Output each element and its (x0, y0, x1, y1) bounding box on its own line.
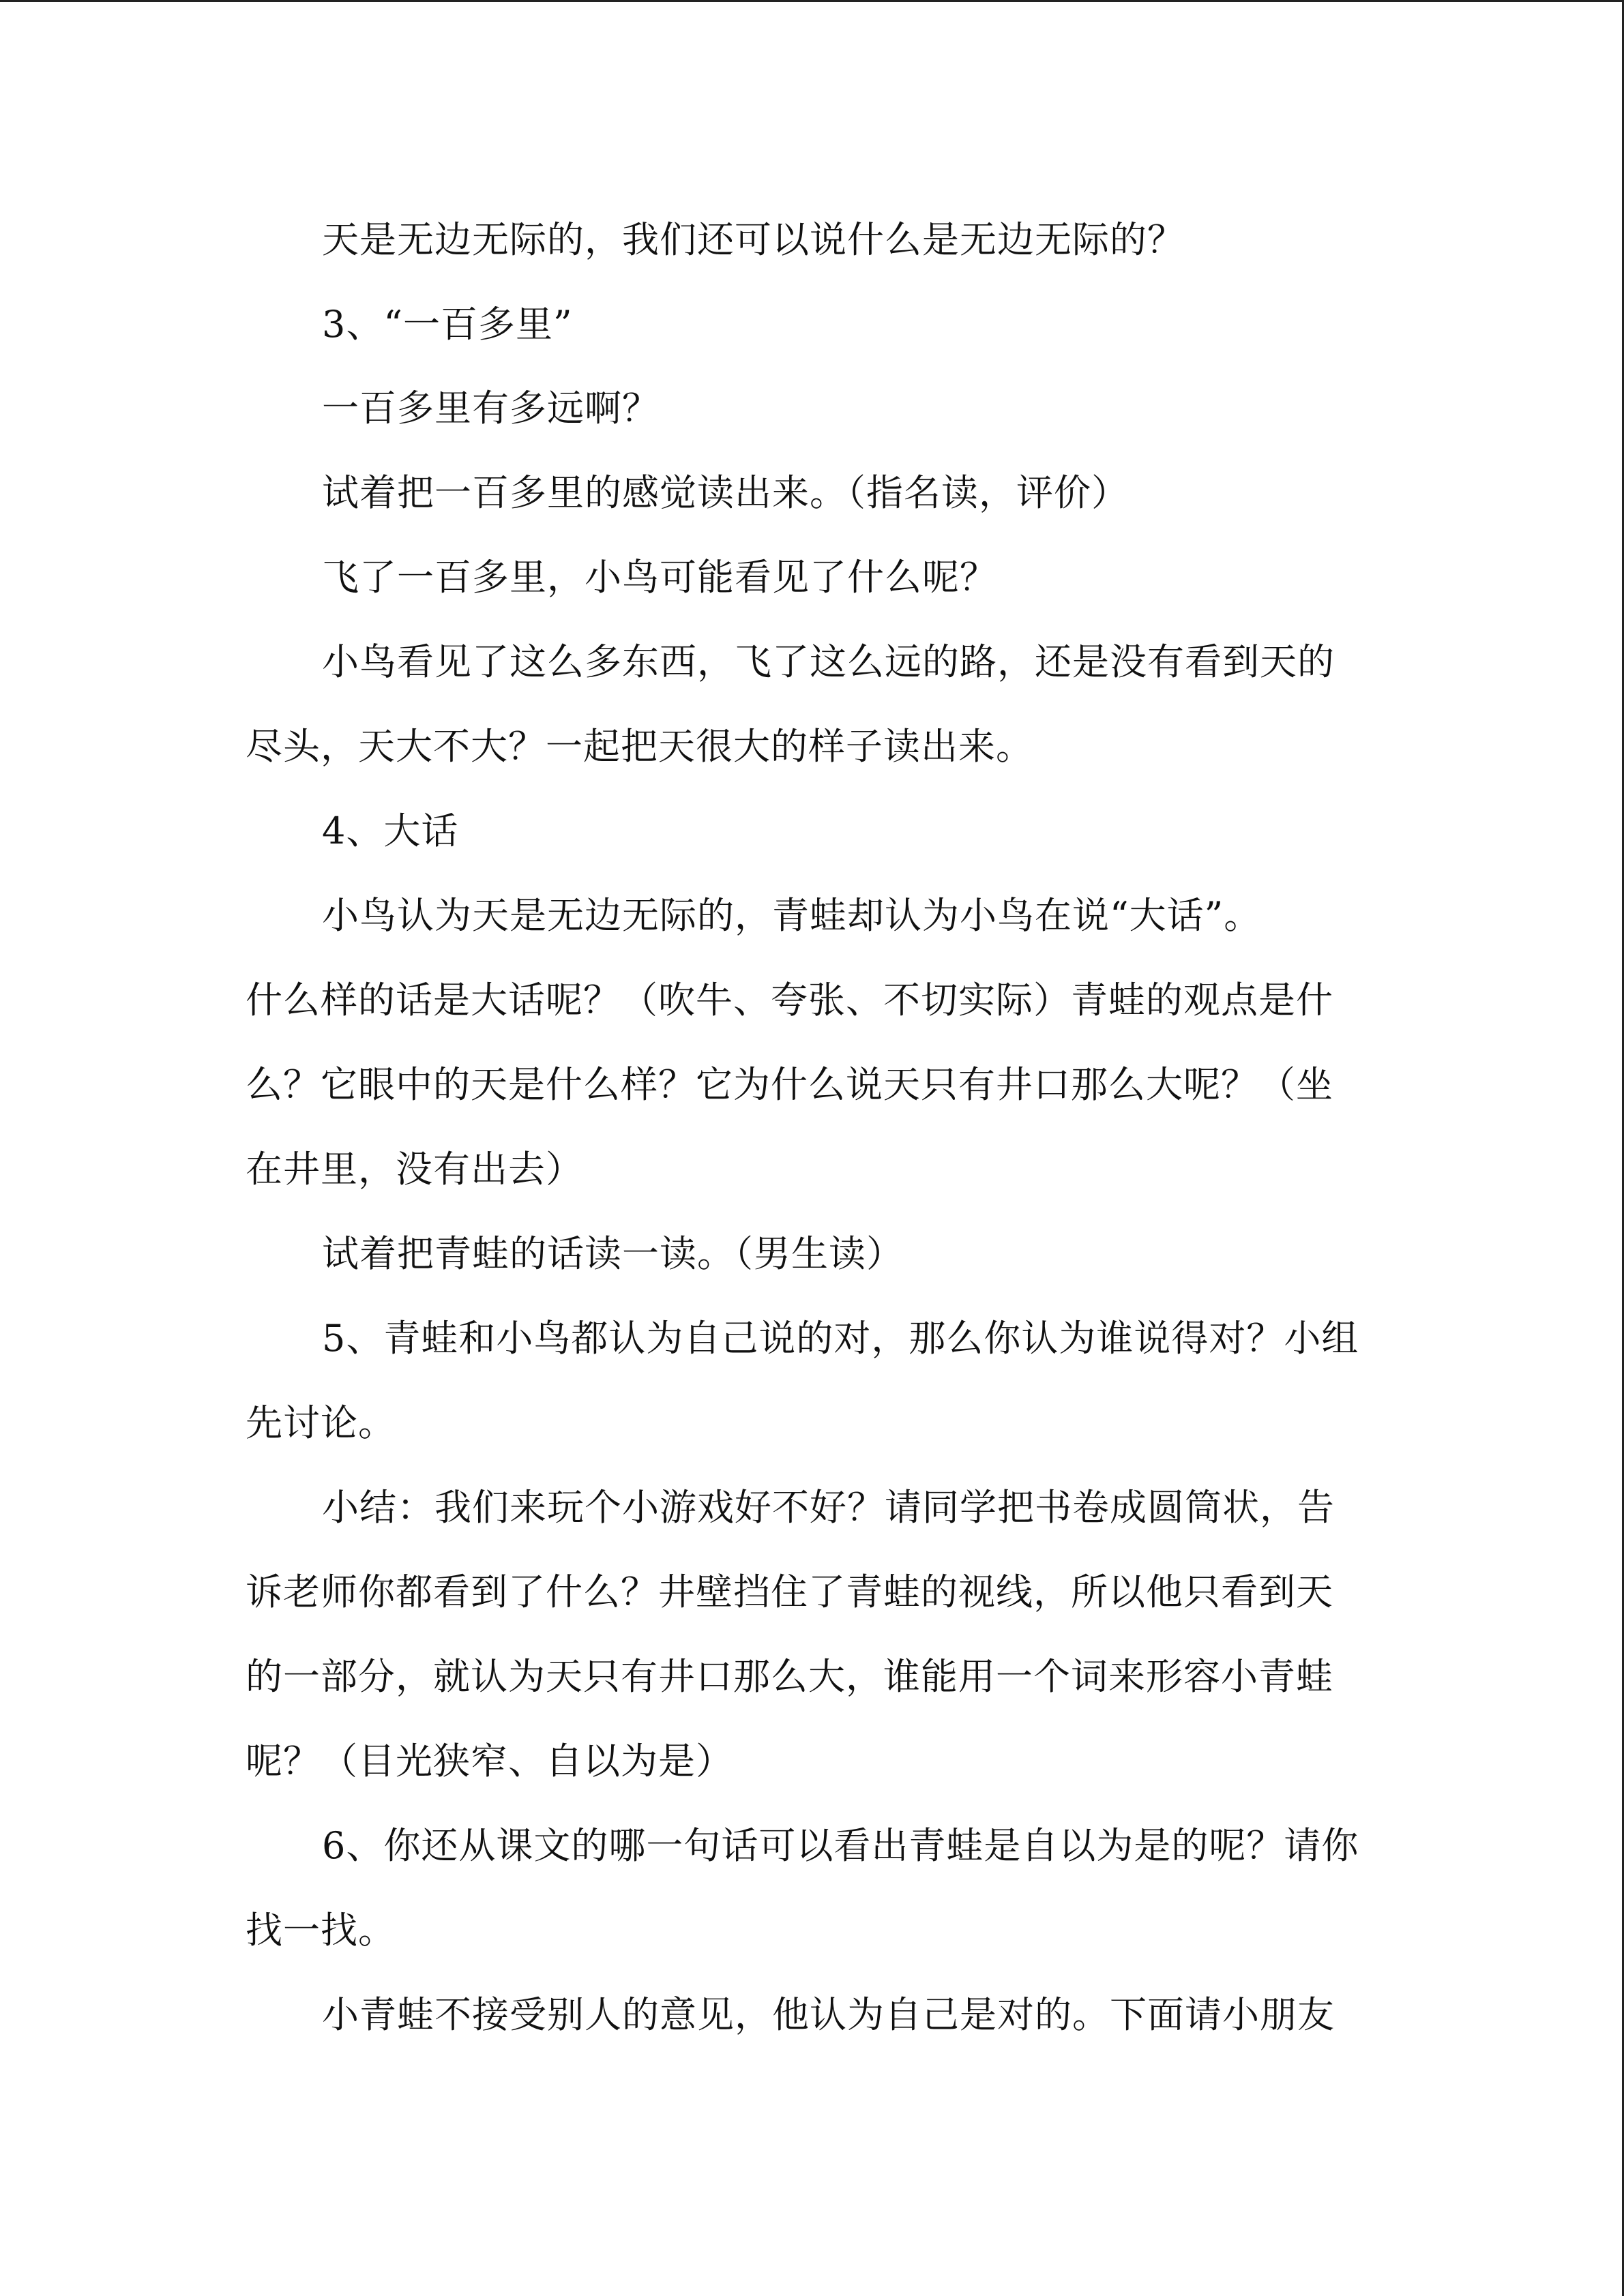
section-heading-3: 3、“一百多里” (322, 303, 573, 346)
text-line: 飞了一百多里，小鸟可能看见了什么呢？ (322, 556, 997, 599)
text-line: 试着把一百多里的感觉读出来。（指名读，评价） (322, 471, 1129, 514)
text-line: 小青蛙不接受别人的意见，他认为自己是对的。下面请小朋友 (322, 1993, 1335, 2036)
text-line: 尽头，天大不大？一起把天很大的样子读出来。 (246, 725, 1033, 768)
text-line: 小结：我们来玩个小游戏好不好？请同学把书卷成圆筒状，告 (322, 1486, 1335, 1529)
section-heading-4: 4、大话 (322, 809, 459, 852)
text-line: 诉老师你都看到了什么？井壁挡住了青蛙的视线，所以他只看到天 (246, 1570, 1333, 1613)
text-line: 呢？（目光狭窄、自以为是） (246, 1740, 733, 1783)
text-line: 先讨论。 (246, 1401, 396, 1444)
text-line: 天是无边无际的，我们还可以说什么是无边无际的？ (322, 218, 1185, 261)
section-heading-6: 6、你还从课文的哪一句话可以看出青蛙是自以为是的呢？请你 (322, 1824, 1359, 1867)
text-line: 找一找。 (246, 1909, 396, 1952)
text-line: 么？它眼中的天是什么样？它为什么说天只有井口那么大呢？（坐 (246, 1063, 1333, 1106)
text-line: 的一部分，就认为天只有井口那么大，谁能用一个词来形容小青蛙 (246, 1655, 1333, 1698)
text-line: 一百多里有多远啊？ (322, 387, 660, 430)
section-heading-5: 5、青蛙和小鸟都认为自己说的对，那么你认为谁说得对？小组 (322, 1317, 1359, 1360)
text-line: 小鸟认为天是无边无际的，青蛙却认为小鸟在说“大话”。 (322, 894, 1262, 937)
text-line: 小鸟看见了这么多东西，飞了这么远的路，还是没有看到天的 (322, 640, 1335, 683)
text-line: 什么样的话是大话呢？（吹牛、夸张、不切实际）青蛙的观点是什 (246, 979, 1333, 1022)
text-line: 在井里，没有出去） (246, 1148, 583, 1191)
text-line: 试着把青蛙的话读一读。（男生读） (322, 1232, 904, 1275)
